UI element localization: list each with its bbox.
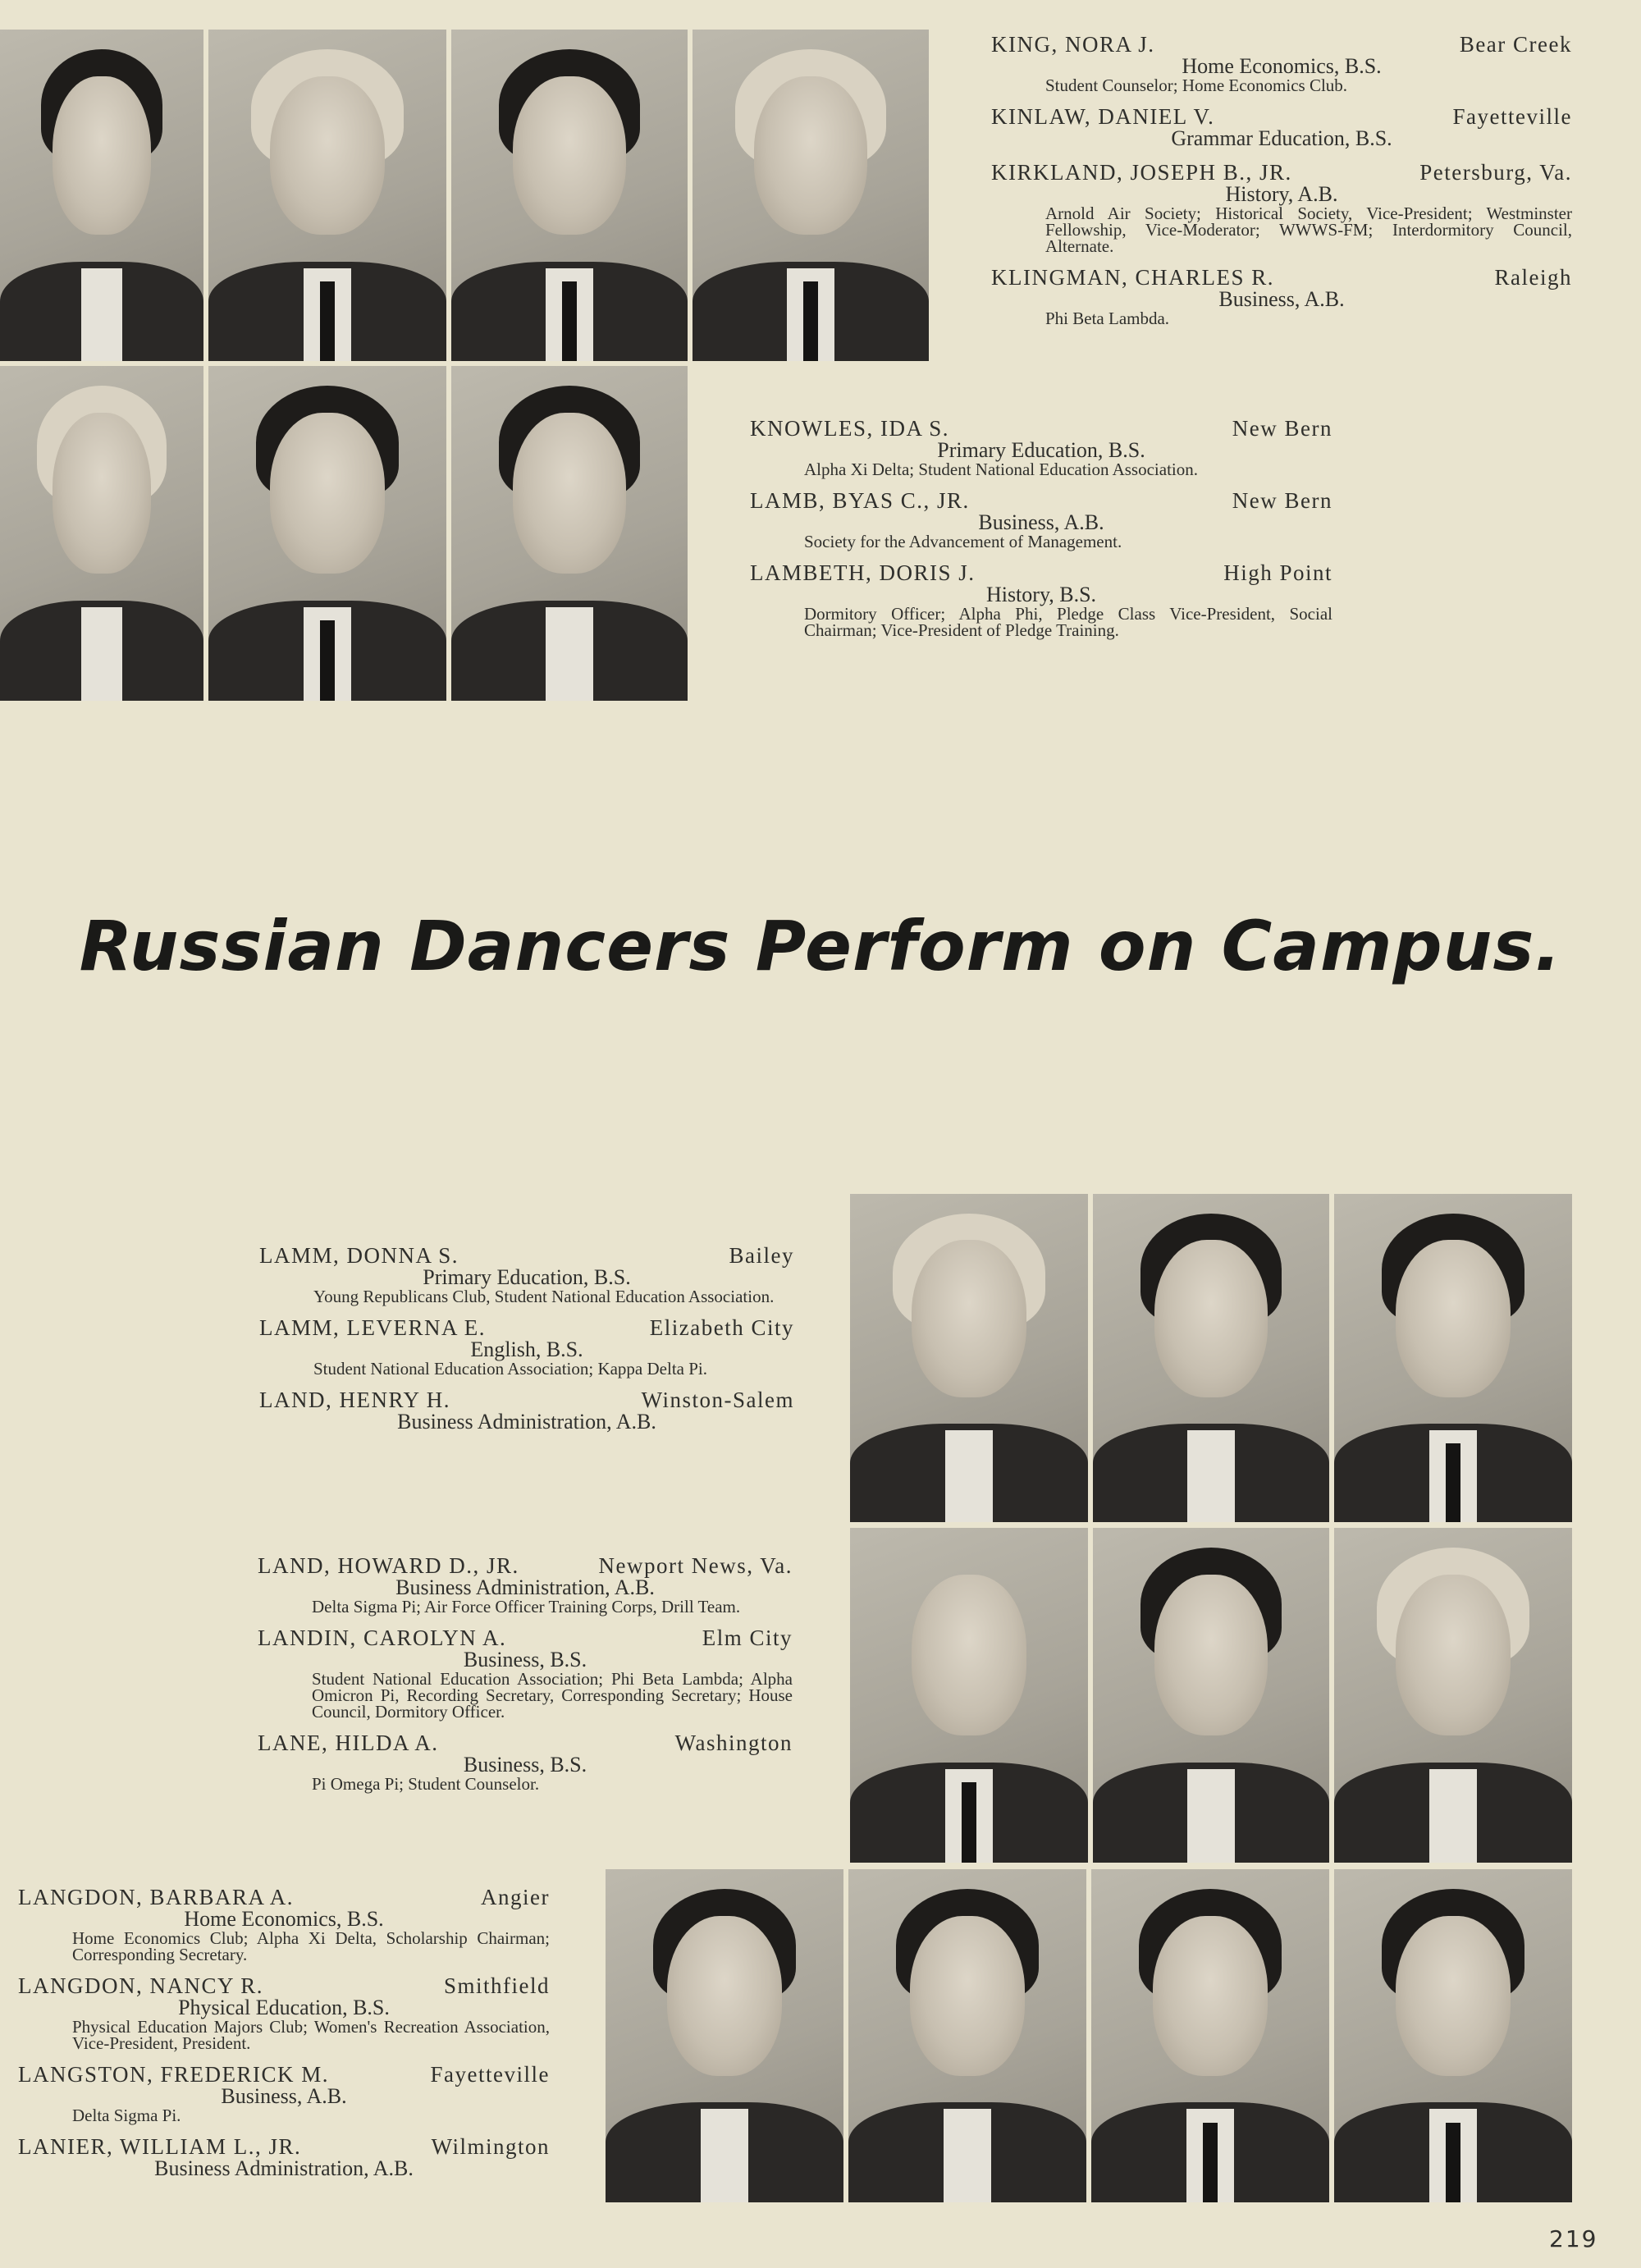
portrait-photo: [0, 366, 203, 701]
portrait-photo: [1093, 1528, 1329, 1863]
student-activities: Society for the Advancement of Management.: [804, 532, 1122, 551]
student-name: LANDIN, CAROLYN A.: [258, 1626, 507, 1650]
student-degree: Home Economics, B.S.: [184, 1907, 384, 1931]
student-degree: Business, A.B.: [1218, 287, 1345, 311]
portrait-photo: [850, 1528, 1088, 1863]
student-name: KNOWLES, IDA S.: [750, 416, 949, 441]
student-entry: [18, 1886, 550, 1963]
student-entry: [750, 417, 1332, 478]
portrait-photo: [208, 30, 446, 361]
portrait-photo: [1093, 1194, 1329, 1522]
student-hometown: Fayetteville: [430, 2062, 550, 2087]
student-entry: [259, 1316, 794, 1377]
portrait-photo: [451, 366, 688, 701]
student-entry: [18, 1974, 550, 2051]
student-entry: [258, 1626, 793, 1720]
student-activities: Pi Omega Pi; Student Counselor.: [312, 1774, 540, 1794]
student-name: LAMB, BYAS C., JR.: [750, 488, 970, 513]
student-activities: Delta Sigma Pi.: [72, 2106, 181, 2125]
student-entry: [750, 489, 1332, 550]
student-name: LANGSTON, FREDERICK M.: [18, 2062, 330, 2087]
student-activities: Young Republicans Club, Student National Education Association.: [313, 1287, 775, 1306]
student-name: LAND, HENRY H.: [259, 1388, 450, 1412]
student-degree: Business Administration, A.B.: [397, 1410, 656, 1434]
student-name: KING, NORA J.: [991, 32, 1155, 57]
student-name: KIRKLAND, JOSEPH B., JR.: [991, 160, 1292, 185]
student-hometown: Elm City: [702, 1626, 793, 1650]
student-name: LANGDON, BARBARA A.: [18, 1885, 295, 1909]
portrait-photo: [1334, 1194, 1572, 1522]
student-degree: Business Administration, A.B.: [395, 1575, 655, 1599]
portrait-photo: [1091, 1869, 1329, 2202]
student-entry: [991, 105, 1572, 149]
student-degree: History, A.B.: [1225, 182, 1338, 206]
portrait-photo: [606, 1869, 843, 2202]
student-name: LANGDON, NANCY R.: [18, 1973, 263, 1998]
student-entry: [259, 1388, 794, 1433]
portrait-photo: [1334, 1528, 1572, 1863]
student-degree: Business Administration, A.B.: [154, 2156, 414, 2180]
student-entry: [258, 1554, 793, 1615]
student-hometown: Bailey: [729, 1243, 794, 1268]
student-name: LANIER, WILLIAM L., JR.: [18, 2134, 302, 2159]
portrait-photo: [850, 1194, 1088, 1522]
page-number: 219: [1549, 2225, 1598, 2252]
student-activities: Student National Education Association; Kappa Delta Pi.: [313, 1359, 707, 1379]
student-name: LAMM, DONNA S.: [259, 1243, 459, 1268]
student-activities: Alpha Xi Delta; Student National Education Association.: [804, 460, 1198, 479]
student-activities: Home Economics Club; Alpha Xi Delta, Scholarship Chairman; Corresponding Secretary.: [72, 1928, 550, 1964]
student-activities: Dormitory Officer; Alpha Phi, Pledge Class Vice-President, Social Chairman; Vice-President of Pledge Training.: [804, 604, 1332, 640]
student-degree: Primary Education, B.S.: [423, 1265, 631, 1289]
student-hometown: Newport News, Va.: [598, 1553, 793, 1578]
student-degree: Physical Education, B.S.: [178, 1996, 390, 2019]
student-activities: Student National Education Association; Phi Beta Lambda; Alpha Omicron Pi, Recording Secretary, Corresponding Secretary; House Council, Dormitory Officer.: [312, 1669, 793, 1722]
student-name: KINLAW, DANIEL V.: [991, 104, 1215, 129]
student-activities: Student Counselor; Home Economics Club.: [1045, 75, 1348, 95]
student-degree: Business, A.B.: [978, 510, 1104, 534]
student-name: LANE, HILDA A.: [258, 1731, 439, 1755]
student-entry: [750, 561, 1332, 638]
portrait-photo: [848, 1869, 1086, 2202]
student-degree: Business, B.S.: [463, 1753, 587, 1776]
student-entry: [991, 266, 1572, 327]
student-degree: Primary Education, B.S.: [937, 438, 1145, 462]
student-hometown: Bear Creek: [1459, 32, 1572, 57]
student-name: LAND, HOWARD D., JR.: [258, 1553, 519, 1578]
student-degree: Grammar Education, B.S.: [1171, 126, 1392, 150]
student-hometown: High Point: [1223, 560, 1332, 585]
student-hometown: Raleigh: [1494, 265, 1572, 290]
student-hometown: Elizabeth City: [649, 1315, 794, 1340]
student-entry: [991, 161, 1572, 254]
student-degree: Business, A.B.: [221, 2084, 347, 2108]
student-activities: Delta Sigma Pi; Air Force Officer Training Corps, Drill Team.: [312, 1597, 741, 1616]
entries-lower-a: [259, 1244, 794, 1444]
portrait-photo: [208, 366, 446, 701]
student-activities: Phi Beta Lambda.: [1045, 309, 1170, 328]
student-activities: Physical Education Majors Club; Women's Recreation Association, Vice-President, President.: [72, 2017, 550, 2053]
student-hometown: Fayetteville: [1452, 104, 1572, 129]
student-entry: [18, 2135, 550, 2179]
portrait-photo: [451, 30, 688, 361]
student-hometown: Washington: [674, 1731, 793, 1755]
student-hometown: New Bern: [1232, 488, 1332, 513]
student-degree: English, B.S.: [470, 1337, 583, 1361]
student-degree: History, B.S.: [985, 583, 1097, 606]
student-name: LAMM, LEVERNA E.: [259, 1315, 486, 1340]
page-headline: Russian Dancers Perform on Campus.: [79, 906, 1562, 986]
entries-upper-mid: [750, 417, 1332, 650]
student-entry: [991, 33, 1572, 94]
student-hometown: Angier: [481, 1885, 550, 1909]
student-hometown: Smithfield: [444, 1973, 550, 1998]
student-entry: [18, 2063, 550, 2124]
entries-top-right: [991, 33, 1572, 338]
student-degree: Home Economics, B.S.: [1182, 54, 1382, 78]
entries-bottom: [18, 1886, 550, 2191]
student-activities: Arnold Air Society; Historical Society, Vice-President; Westminster Fellowship, Vice-Moderator; WWWS-FM; Interdormitory Council, Alternate.: [1045, 203, 1572, 256]
student-hometown: Petersburg, Va.: [1419, 160, 1572, 185]
student-entry: [259, 1244, 794, 1305]
student-hometown: New Bern: [1232, 416, 1332, 441]
student-entry: [258, 1731, 793, 1792]
student-degree: Business, B.S.: [463, 1648, 587, 1671]
student-hometown: Wilmington: [431, 2134, 550, 2159]
student-hometown: Winston-Salem: [641, 1388, 794, 1412]
portrait-photo: [0, 30, 203, 361]
student-name: LAMBETH, DORIS J.: [750, 560, 976, 585]
entries-lower-b: [258, 1554, 793, 1804]
student-name: KLINGMAN, CHARLES R.: [991, 265, 1275, 290]
portrait-photo: [693, 30, 929, 361]
portrait-photo: [1334, 1869, 1572, 2202]
